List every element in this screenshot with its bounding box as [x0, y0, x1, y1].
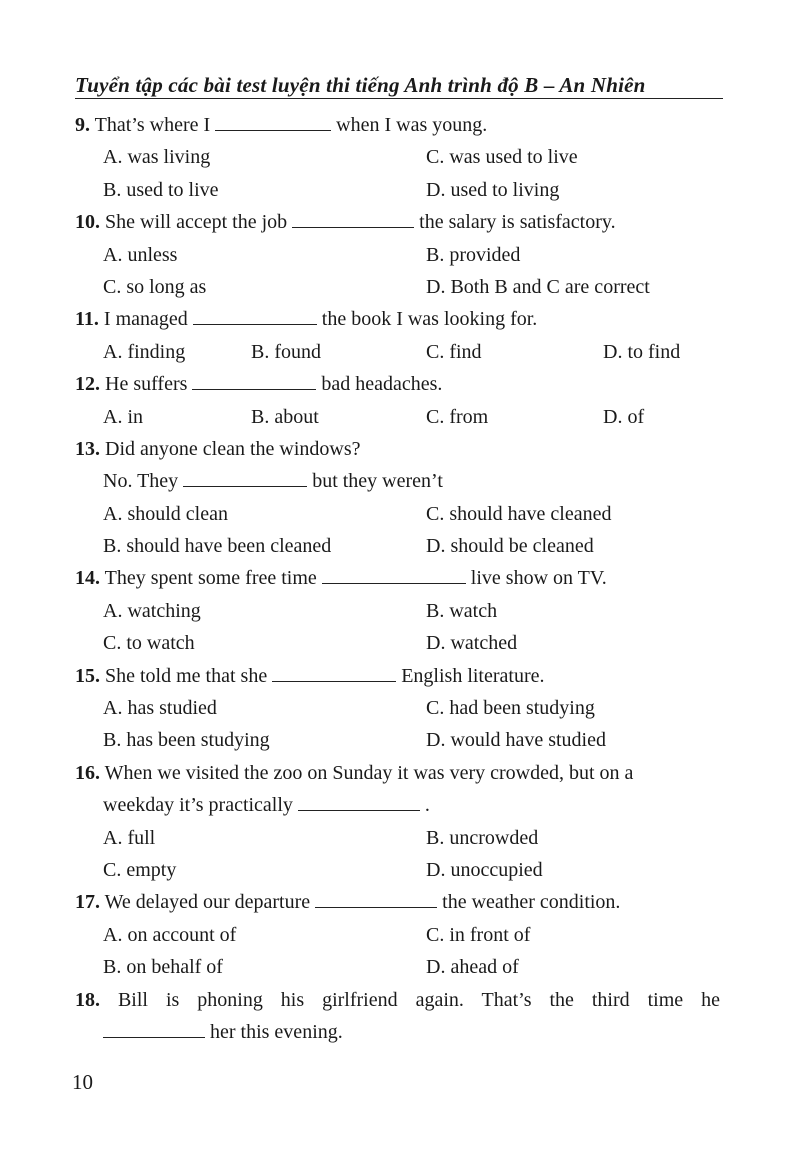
options-row [75, 530, 723, 562]
question-text: She will accept the job [100, 211, 288, 234]
question-number: 16. [75, 761, 100, 784]
options-row [75, 336, 723, 368]
question-number: 17. [75, 891, 100, 914]
question-text: She told me that she [100, 664, 268, 687]
question-number: 10. [75, 211, 100, 234]
answer-blank [292, 209, 414, 228]
question-text: weekday it’s practically [103, 794, 293, 817]
question-13-line-2 [75, 465, 723, 497]
question-14 [75, 562, 723, 594]
question-text-end: bad headaches. [316, 373, 443, 396]
options-row [75, 627, 723, 659]
option-b: B. should have been cleaned [103, 535, 332, 558]
question-number: 18. [75, 988, 100, 1011]
option-c: C. from [426, 405, 489, 428]
question-text-end: but they weren’t [307, 470, 443, 493]
question-16-line-2 [75, 789, 723, 821]
option-a: A. unless [103, 243, 178, 266]
option-c: C. was used to live [426, 146, 578, 169]
question-text: That’s where I [90, 114, 211, 136]
options-row [75, 951, 723, 983]
option-d: D. Both B and C are correct [426, 275, 650, 298]
question-number: 13. [75, 437, 100, 460]
options-row [75, 822, 723, 854]
question-text: When we visited the zoo on Sunday it was very crowded, but on a [100, 761, 634, 784]
header-rule [75, 98, 723, 99]
option-a: A. has studied [103, 697, 217, 720]
question-number: 11. [75, 308, 99, 331]
question-number: 15. [75, 664, 100, 687]
options-row [75, 239, 723, 271]
option-c: C. in front of [426, 923, 531, 946]
question-number: 14. [75, 567, 100, 590]
options-row [75, 724, 723, 756]
question-number: 9. [75, 114, 90, 136]
option-a: A. should clean [103, 502, 228, 525]
answer-blank [192, 371, 316, 390]
options-row [75, 271, 723, 303]
question-text: He suffers [100, 373, 188, 396]
option-b: B. has been studying [103, 729, 270, 752]
option-c: C. should have cleaned [426, 502, 612, 525]
answer-blank [272, 663, 396, 682]
question-18 [75, 984, 723, 1016]
option-d: D. watched [426, 632, 518, 655]
option-a: A. in [103, 405, 143, 428]
answer-blank [322, 565, 466, 584]
answer-blank [193, 306, 317, 325]
option-a: A. was living [103, 146, 211, 169]
question-11 [75, 303, 723, 335]
options-row [75, 498, 723, 530]
question-13 [75, 433, 723, 465]
question-15 [75, 660, 723, 692]
question-number: 12. [75, 373, 100, 396]
question-text-end: when I was young. [331, 114, 488, 136]
question-text: Did anyone clean the windows? [100, 437, 361, 460]
option-d: D. would have studied [426, 729, 606, 752]
options-row [75, 595, 723, 627]
options-row [75, 692, 723, 724]
option-c: C. empty [103, 858, 177, 881]
question-text-end: her this evening. [205, 1020, 343, 1043]
options-row [75, 174, 723, 206]
question-text-end: live show on TV. [465, 567, 607, 590]
option-c: C. to watch [103, 632, 195, 655]
option-b: B. used to live [103, 178, 219, 201]
question-text-end: the salary is satisfactory. [414, 211, 616, 234]
option-b: B. provided [426, 243, 521, 266]
option-c: C. had been studying [426, 697, 595, 720]
option-d: D. to find [603, 340, 681, 363]
options-row [75, 401, 723, 433]
option-b: B. uncrowded [426, 826, 539, 849]
question-text: We delayed our departure [100, 891, 311, 914]
option-d: D. of [603, 405, 645, 428]
option-a: A. finding [103, 340, 186, 363]
question-17 [75, 886, 723, 918]
option-d: D. unoccupied [426, 858, 543, 881]
options-row [75, 919, 723, 951]
question-text: They spent some free time [100, 567, 317, 590]
option-a: A. on account of [103, 923, 237, 946]
page-header: Tuyển tập các bài test luyện thi tiếng Anh trình độ B – An Nhiên [75, 73, 646, 97]
option-a: A. full [103, 826, 156, 849]
question-text-end: the weather condition. [437, 891, 621, 914]
options-row [75, 141, 723, 173]
question-10 [75, 206, 723, 238]
question-18-line-2 [75, 1016, 723, 1048]
question-text-end: English literature. [396, 664, 545, 687]
answer-blank [215, 112, 331, 131]
option-c: C. find [426, 340, 482, 363]
question-text: Bill is phoning his girlfriend again. That’s the third time he [100, 988, 720, 1011]
question-list [75, 109, 723, 1048]
answer-blank [103, 1019, 205, 1038]
question-16 [75, 757, 723, 789]
question-text: I managed [98, 308, 188, 331]
answer-blank [298, 792, 420, 811]
question-9 [75, 109, 723, 141]
answer-blank [183, 468, 307, 487]
question-18-justified [75, 984, 720, 1016]
option-b: B. on behalf of [103, 956, 223, 979]
option-a: A. watching [103, 599, 201, 622]
option-b: B. found [251, 340, 321, 363]
option-d: D. used to living [426, 178, 560, 201]
question-text-end: . [419, 794, 430, 817]
option-d: D. should be cleaned [426, 535, 594, 558]
question-12 [75, 368, 723, 400]
option-b: B. about [251, 405, 319, 428]
page-number: 10 [72, 1070, 93, 1094]
option-d: D. ahead of [426, 956, 519, 979]
option-c: C. so long as [103, 275, 207, 298]
options-row [75, 854, 723, 886]
question-text: No. They [103, 470, 179, 493]
option-b: B. watch [426, 599, 498, 622]
answer-blank [315, 889, 437, 908]
question-text-end: the book I was looking for. [316, 308, 538, 331]
